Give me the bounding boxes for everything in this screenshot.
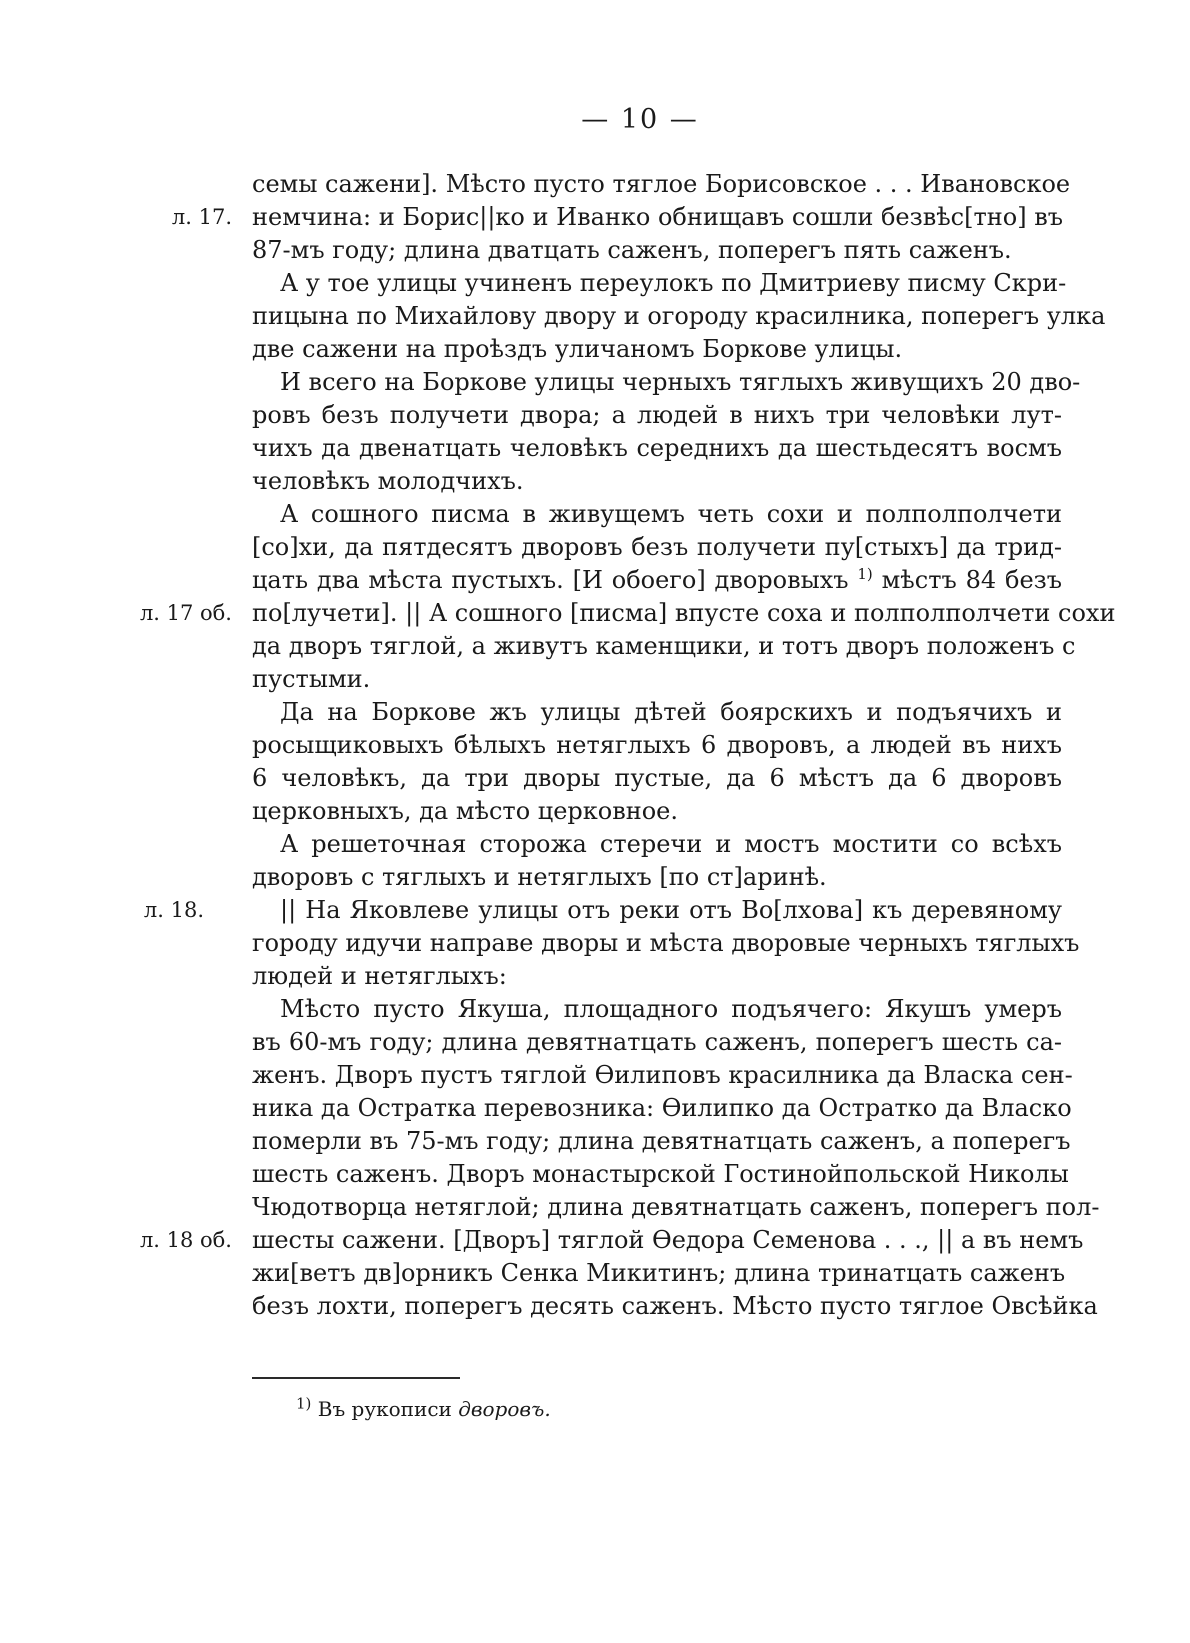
text-line: пицына по Михайлову двору и огороду красилника, поперегъ улка [252,302,1106,330]
page-number: — 10 — [581,104,699,135]
text-line: чихъ да двенатцать человѣкъ середнихъ да шестьдесятъ восмъ [252,434,1062,462]
main-text [139,168,1116,1323]
text-line-content: немчина: и Борис||ко и Иванко обнищавъ сошли безвѣс[тно] въ [252,203,1063,231]
margin-note: л. 17 об. [139,601,232,625]
text-line: две сажени на проѣздъ уличаномъ Боркове улицы. [252,335,903,363]
text-line: 87-мъ году; длина дватцать саженъ, поперегъ пять саженъ. [252,236,1012,264]
text-line: А решеточная сторожа стеречи и мостъ мостити со всѣхъ [280,830,1062,858]
text-line: 6 человѣкъ, да три дворы пустые, да 6 мѣстъ да 6 дворовъ [252,764,1062,792]
text-line: людей и нетяглыхъ: [252,962,507,990]
text-line: И всего на Боркове улицы черныхъ тяглыхъ живущихъ 20 дво- [280,368,1081,396]
text-line: пустыми. [252,665,371,693]
text-line: дворовъ с тяглыхъ и нетяглыхъ [по ст]аринѣ. [252,863,827,891]
text-line: семы сажени]. Мѣсто пусто тяглое Борисовское . . . Ивановское [252,170,1071,198]
text-line: безъ лохти, поперегъ десять саженъ. Мѣсто пусто тяглое Овсѣйка [252,1292,1098,1320]
footnote-text: Въ рукописи [311,1397,459,1421]
text-line: человѣкъ молодчихъ. [252,467,524,495]
text-line: Мѣсто пусто Якуша, площадного подъячего: Якушъ умеръ [280,995,1062,1023]
text-line: померли въ 75-мъ году; длина девятнатцать саженъ, а поперегъ [252,1127,1071,1155]
margin-note: л. 18. [143,898,204,922]
text-line: Да на Боркове жъ улицы дѣтей боярскихъ и подъячихъ и [280,698,1062,726]
text-line-content: шесты сажени. [Дворъ] тяглой Ѳедора Семенова . . ., || а въ немъ [252,1226,1084,1254]
text-line: [со]хи, да пятдесятъ дворовъ безъ получети пу[стыхъ] да трид- [252,533,1062,561]
text-line: А у тое улицы учиненъ переулокъ по Дмитриеву писму Скри- [280,269,1067,297]
margin-note: л. 18 об. [139,1228,232,1252]
footnote [296,1394,551,1421]
text-line: Чюдотворца нетяглой; длина девятнатцать саженъ, поперегъ пол- [252,1193,1100,1221]
text-line: въ 60-мъ году; длина девятнатцать саженъ, поперегъ шесть са- [252,1028,1062,1056]
text-line: церковныхъ, да мѣсто церковное. [252,797,679,825]
text-line-content: мѣстъ 84 безъ [881,566,1062,594]
footnote-ref: 1) [857,565,873,583]
text-line: жи[ветъ дв]орникъ Сенка Микитинъ; длина тринатцать саженъ [252,1259,1066,1287]
text-line [139,1224,1084,1257]
text-line-content: цать два мѣста пустыхъ. [И обоего] дворовыхъ [252,566,858,594]
text-line: шесть саженъ. Дворъ монастырской Гостинойпольской Николы [252,1160,1069,1188]
text-line: ника да Остратка перевозника: Ѳилипко да Остратко да Власко [252,1094,1072,1122]
footnote-marker: 1) [296,1394,312,1413]
text-line [139,597,1116,630]
footnote-italic-word: дворовъ. [458,1397,551,1421]
text-line [143,894,1062,927]
text-line: ровъ безъ получети двора; а людей в нихъ три человѣки лут- [252,401,1062,429]
text-line: городу идучи направе дворы и мѣста дворовые черныхъ тяглыхъ [252,929,1080,957]
text-line: росыщиковыхъ бѣлыхъ нетяглыхъ 6 дворовъ, а людей въ нихъ [252,731,1062,759]
text-line: женъ. Дворъ пустъ тяглой Ѳилиповъ красилника да Власка сен- [252,1061,1073,1089]
text-line-content: || На Яковлеве улицы отъ реки отъ Во[лхова] къ деревяному [280,896,1062,924]
text-line [171,201,1063,234]
text-line: А сошного писма в живущемъ четь сохи и полполполчети [280,500,1062,528]
text-line-content: по[лучети]. || А сошного [писма] впусте соха и полполполчети сохи [252,599,1116,627]
margin-note: л. 17. [171,205,232,229]
text-line: да дворъ тяглой, а живутъ каменщики, и тотъ дворъ положенъ с [252,632,1076,660]
footnote-divider [252,1377,460,1379]
text-line [252,564,1062,597]
